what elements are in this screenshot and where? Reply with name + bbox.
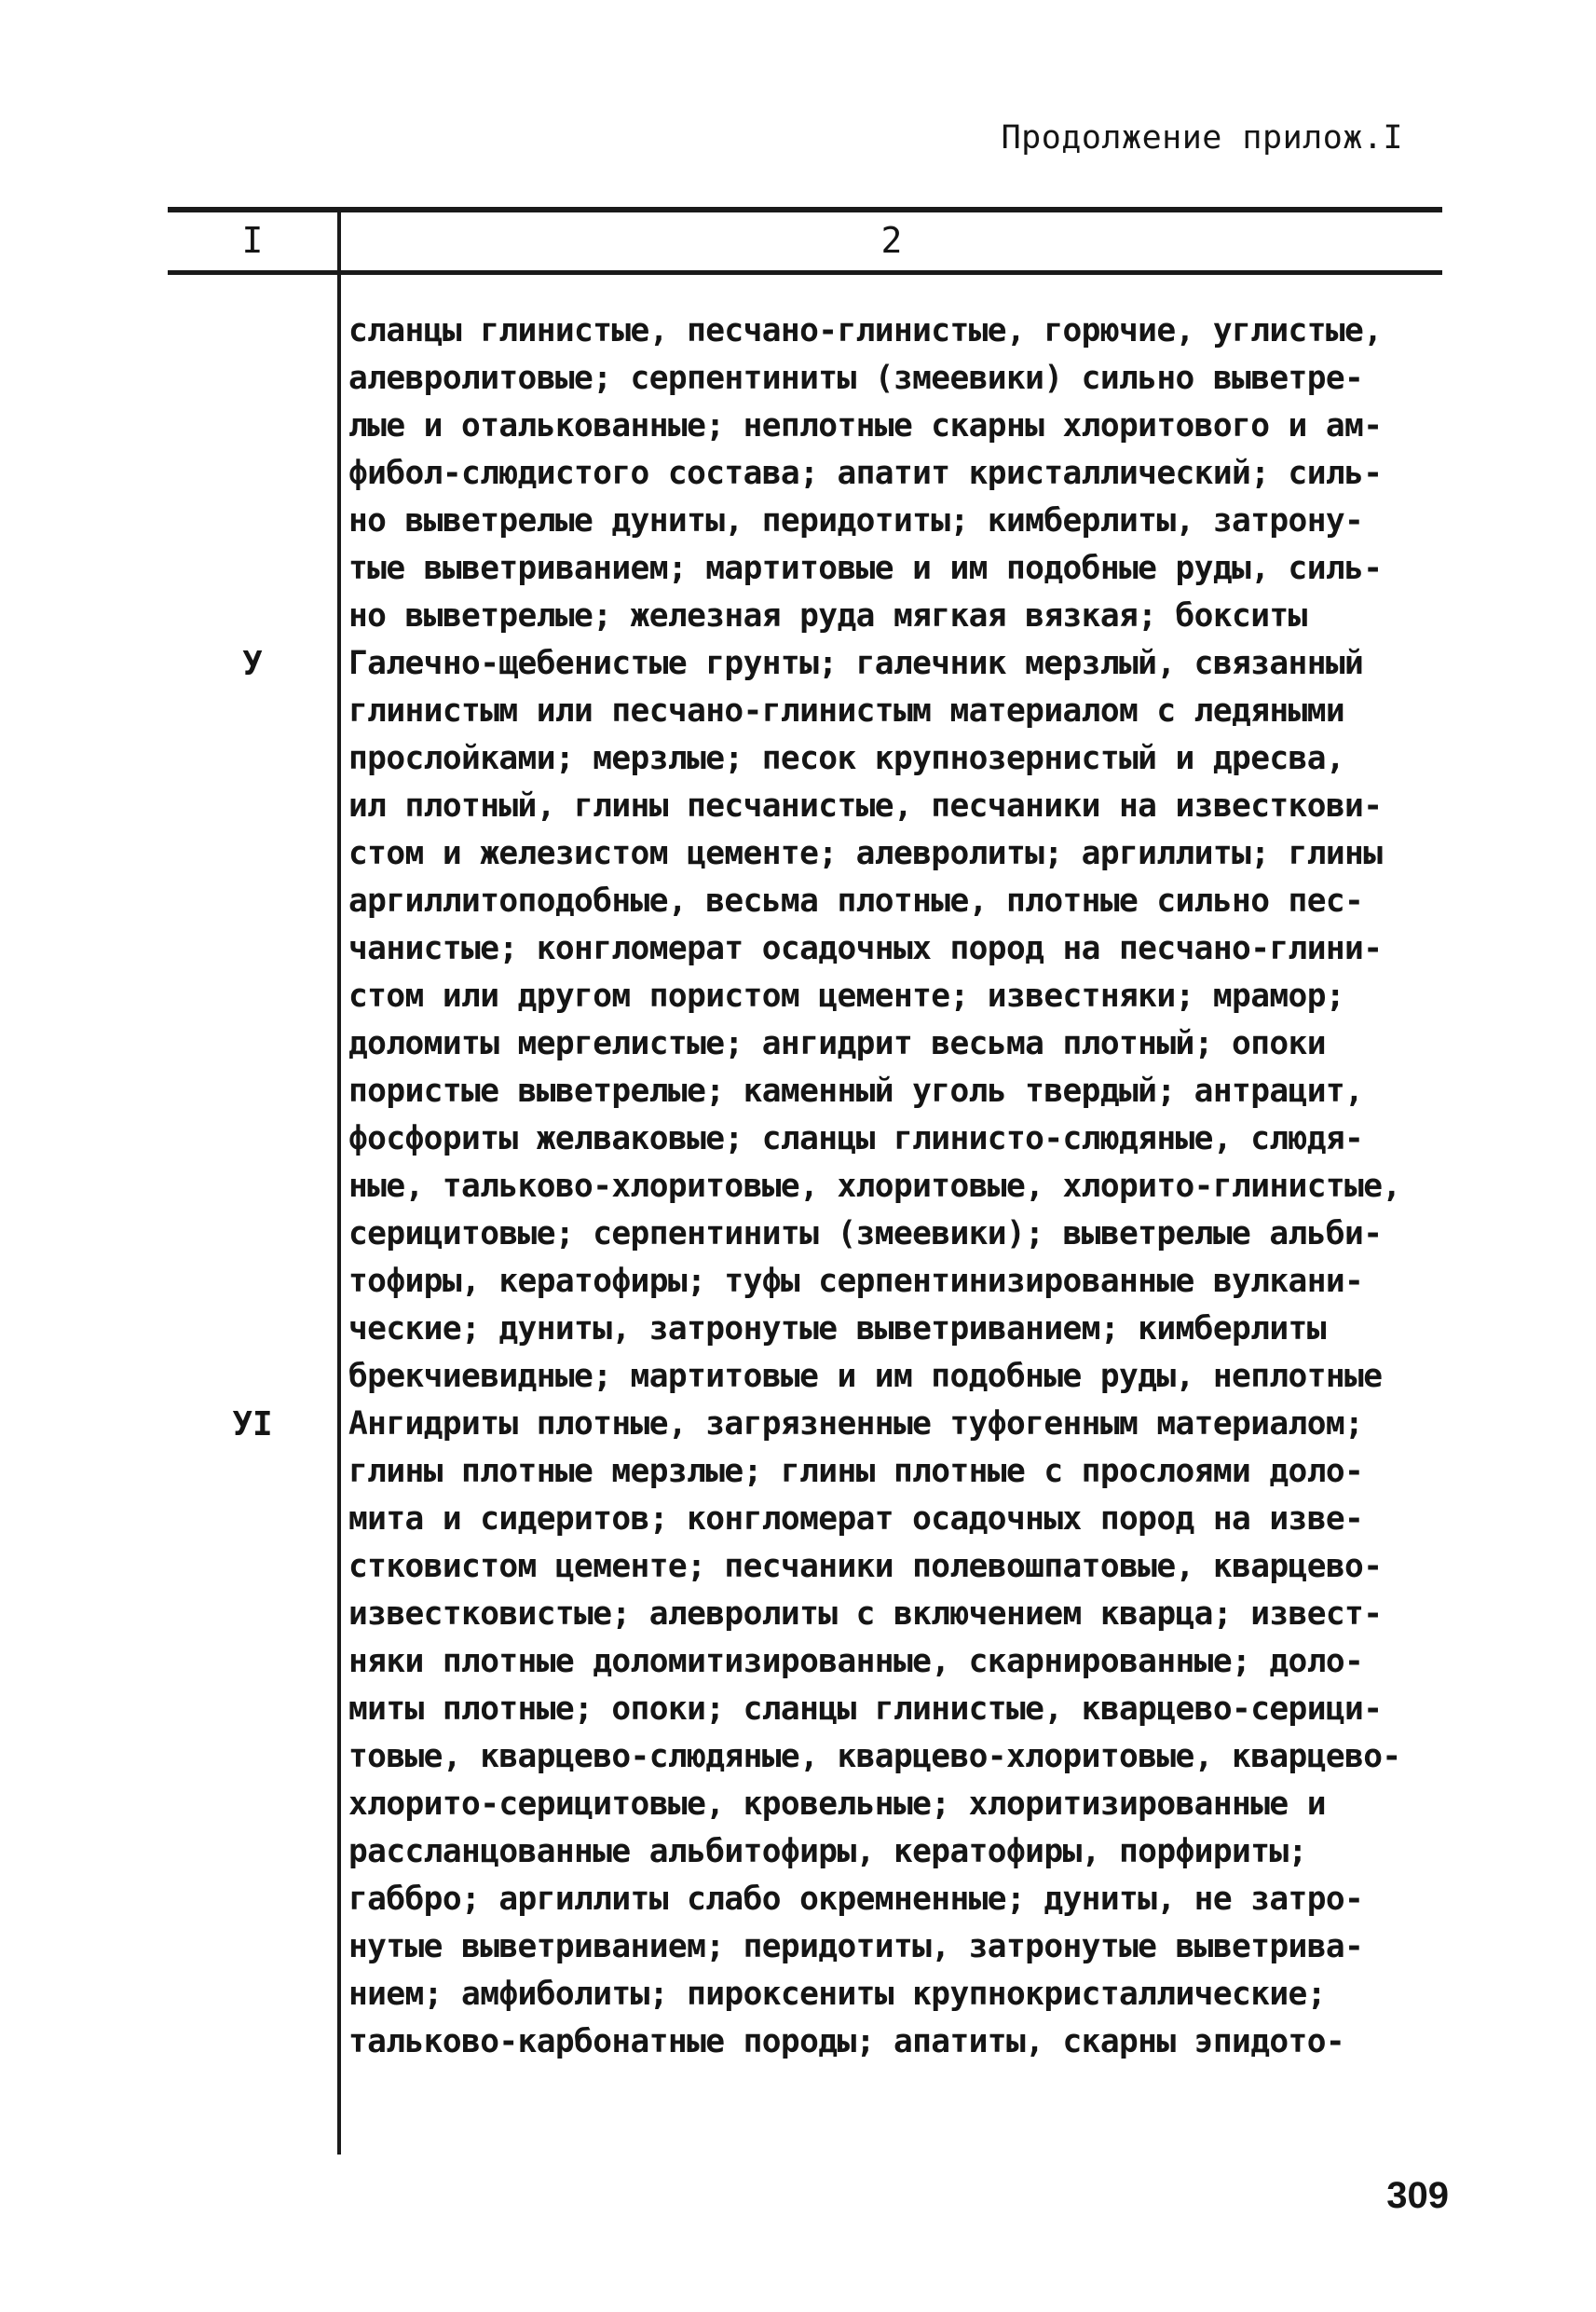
table-line: тальково-карбонатные породы; апатиты, скарны эпидото- (348, 2023, 1345, 2060)
table-line: брекчиевидные; мартитовые и им подобные руды, неплотные (348, 1358, 1383, 1395)
table-line: известковистые; алевролиты с включением кварца; извест- (348, 1595, 1383, 1633)
table-line: прослойками; мерзлые; песок крупнозернистый и дресва, (348, 740, 1345, 777)
continuation-note: Продолжение прилож.I (1001, 119, 1403, 157)
category-label: У (242, 645, 263, 683)
table-line: лые и оталькованные; неплотные скарны хлоритового и ам- (348, 407, 1383, 445)
table-line: ные, тальково-хлоритовые, хлоритовые, хлорито-глинистые, (348, 1168, 1401, 1205)
table-line: но выветрелые дуниты, перидотиты; кимберлиты, затрону- (348, 502, 1364, 540)
table-line: ческие; дуниты, затронутые выветриванием; кимберлиты (348, 1310, 1326, 1348)
column-1-header: I (241, 220, 264, 261)
table-line: сланцы глинистые, песчано-глинистые, горючие, углистые, (348, 312, 1383, 349)
table-line: Ангидриты плотные, загрязненные туфогенным материалом; (348, 1405, 1364, 1443)
table-line: доломиты мергелистые; ангидрит весьма плотный; опоки (348, 1025, 1326, 1062)
table-line: хлорито-серицитовые, кровельные; хлоритизированные и (348, 1785, 1326, 1823)
table-line: товые, кварцево-слюдяные, кварцево-хлоритовые, кварцево- (348, 1738, 1401, 1775)
column-divider (337, 207, 341, 2155)
table-line: габбро; аргиллиты слабо окремненные; дуниты, не затро- (348, 1881, 1364, 1918)
table-line: алевролитовые; серпентиниты (змеевики) сильно выветре- (348, 360, 1364, 397)
page-number: 309 (1386, 2175, 1449, 2216)
table-line: стом и железистом цементе; алевролиты; аргиллиты; глины (348, 835, 1383, 872)
table-line: но выветрелые; железная руда мягкая вязкая; бокситы (348, 597, 1307, 635)
table-line: тофиры, кератофиры; туфы серпентинизированные вулкани- (348, 1263, 1364, 1300)
table-top-rule (168, 207, 1442, 212)
category-label: УI (232, 1405, 273, 1443)
table-line: фосфориты желваковые; сланцы глинисто-слюдяные, слюдя- (348, 1120, 1364, 1157)
table-line: миты плотные; опоки; сланцы глинистые, кварцево-серици- (348, 1690, 1383, 1728)
table-line: нием; амфиболиты; пироксениты крупнокристаллические; (348, 1976, 1326, 2013)
column-2-header: 2 (880, 220, 903, 261)
table-line: чанистые; конгломерат осадочных пород на песчано-глини- (348, 930, 1383, 967)
table-line: аргиллитоподобные, весьма плотные, плотные сильно пес- (348, 882, 1364, 920)
table-line: рассланцованные альбитофиры, кератофиры, порфириты; (348, 1833, 1307, 1870)
table-line: глины плотные мерзлые; глины плотные с прослоями доло- (348, 1453, 1364, 1490)
table-line: тые выветриванием; мартитовые и им подобные руды, силь- (348, 550, 1383, 587)
table-line: глинистым или песчано-глинистым материалом с ледяными (348, 692, 1345, 730)
table-line: Галечно-щебенистые грунты; галечник мерзлый, связанный (348, 645, 1364, 682)
table-line: няки плотные доломитизированные, скарнированные; доло- (348, 1643, 1364, 1680)
table-line: стом или другом пористом цементе; известняки; мрамор; (348, 978, 1345, 1015)
table-line: серицитовые; серпентиниты (змеевики); выветрелые альби- (348, 1215, 1383, 1252)
table-line: фибол-слюдистого состава; апатит кристаллический; силь- (348, 455, 1383, 492)
table-line: пористые выветрелые; каменный уголь твердый; антрацит, (348, 1073, 1364, 1110)
table-line: нутые выветриванием; перидотиты, затронутые выветрива- (348, 1928, 1364, 1965)
table-line: стковистом цементе; песчаники полевошпатовые, кварцево- (348, 1548, 1383, 1585)
table-header-rule (168, 270, 1442, 275)
table-line: ил плотный, глины песчанистые, песчаники на известкови- (348, 787, 1383, 825)
table-line: мита и сидеритов; конгломерат осадочных пород на изве- (348, 1500, 1364, 1538)
